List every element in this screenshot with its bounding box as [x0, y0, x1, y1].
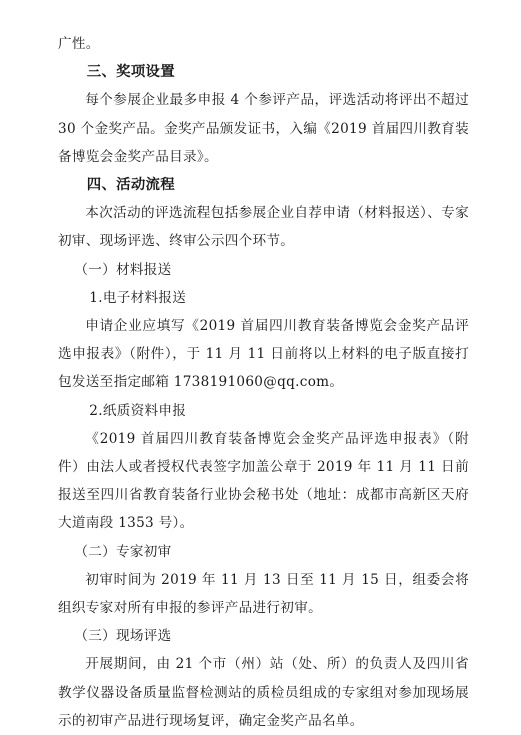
paragraph-expert-review: 初审时间为 2019 年 11 月 13 日至 11 月 15 日，组委会将组织专家对所有申报的参评产品进行初审。	[58, 571, 469, 617]
subheading-expert-review: （二）专家初审	[74, 543, 172, 560]
section-heading-process: 四、活动流程	[86, 177, 175, 194]
item-electronic-submission: 1.电子材料报送	[89, 289, 187, 306]
subheading-material-submission: （一）材料报送	[74, 261, 172, 278]
paragraph-continued: 广性。	[58, 36, 100, 52]
paragraph-awards: 每个参展企业最多申报 4 个参评产品，评选活动将评出不超过 30 个金奖产品。金奖产品颁发证书，入编《2019 首届四川教育装备博览会金奖产品目录》。	[58, 92, 469, 165]
item-paper-submission: 2.纸质资料申报	[89, 402, 187, 419]
paragraph-electronic-submission: 申请企业应填写《2019 首届四川教育装备博览会金奖产品评选申报表》（附件），于 11 月 11 日前将以上材料的电子版直接打包发送至指定邮箱 1738191060@qq.com。	[58, 318, 469, 391]
subheading-onsite-selection: （三）现场评选	[74, 628, 172, 645]
section-heading-awards: 三、奖项设置	[86, 64, 175, 81]
paragraph-onsite-selection: 开展期间，由 21 个市（州）站（处、所）的负责人及四川省教学仪器设备质量监督检测站的质检员组成的专家组对参加现场展示的初审产品进行现场复评，确定金奖产品名单。	[58, 656, 469, 729]
paragraph-paper-submission: 《2019 首届四川教育装备博览会金奖产品评选申报表》（附件）由法人或者授权代表签字加盖公章于 2019 年 11 月 11 日前报送至四川省教育装备行业协会秘书处（地址：成都市高新区天府大道南段 1353 号）。	[58, 430, 469, 532]
paragraph-process-intro: 本次活动的评选流程包括参展企业自荐申请（材料报送）、专家初审、现场评选、终审公示四个环节。	[58, 205, 469, 250]
